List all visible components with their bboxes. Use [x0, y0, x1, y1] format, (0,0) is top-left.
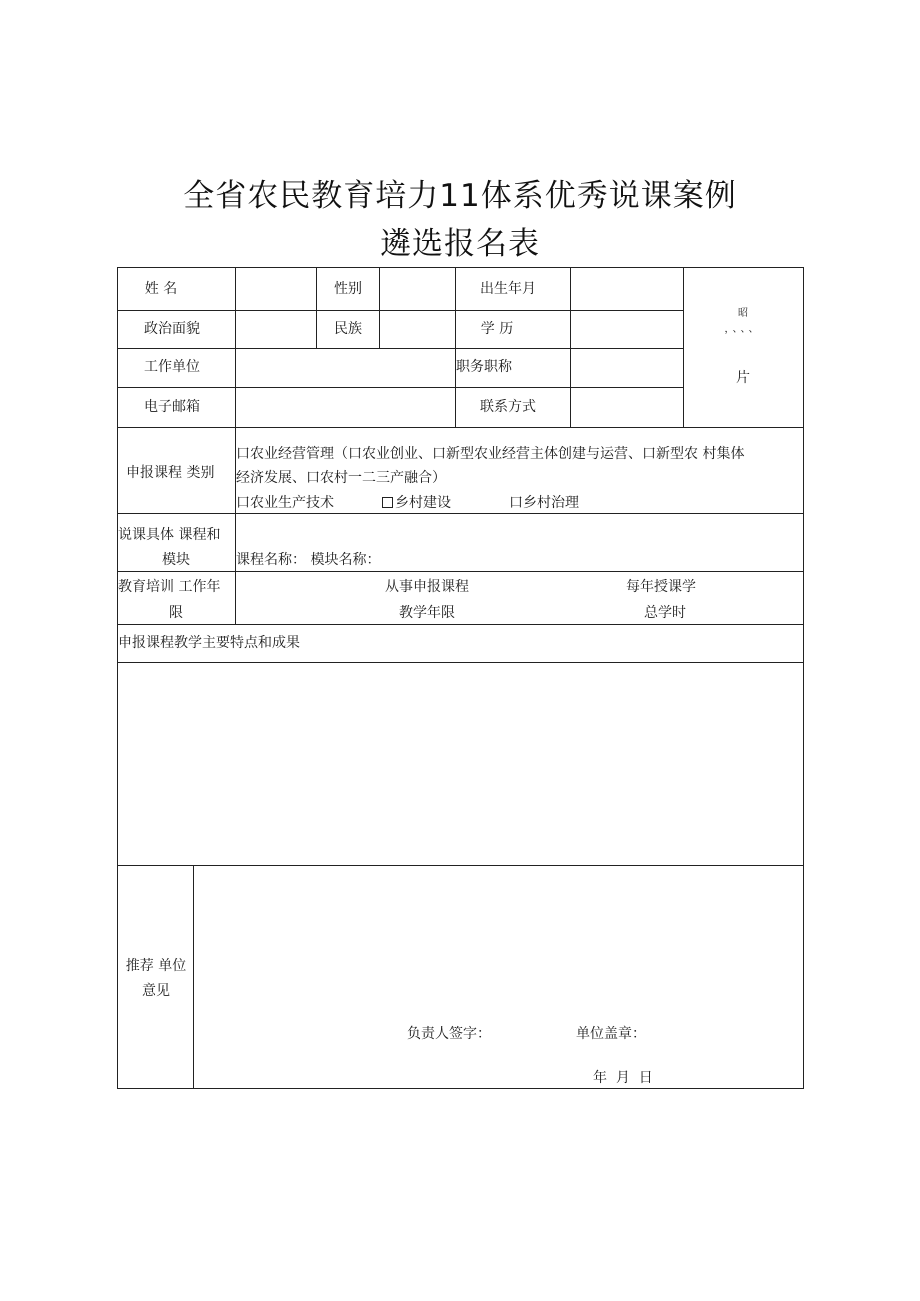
checkbox-icon[interactable] [382, 497, 393, 508]
workplace-field[interactable] [236, 349, 454, 386]
contact-label: 联系方式 [480, 399, 536, 415]
recommend-label-line2: 意见 [142, 983, 170, 999]
gender-label: 性别 [334, 281, 362, 297]
years-col1-line1: 从事申报课程 [385, 579, 469, 595]
years-col1-line2: 教学年限 [399, 605, 455, 621]
years-label-line1: 教育培训 工作年 [118, 579, 221, 595]
features-content-area[interactable] [118, 663, 803, 864]
political-field[interactable] [236, 311, 315, 347]
form-title-line1: 全省农民教育培力11体系优秀说课案例 [183, 178, 737, 214]
option-rural-build[interactable] [382, 496, 451, 510]
col-divider [455, 267, 456, 427]
gender-field[interactable] [380, 268, 454, 309]
recommend-content-area[interactable] [194, 866, 803, 1016]
features-label: 申报课程教学主要特点和成果 [118, 635, 300, 651]
birth-label: 出生年月 [480, 281, 536, 297]
birth-field[interactable] [571, 268, 682, 309]
option-rural-build-label: 乡村建设 [395, 495, 451, 511]
position-field[interactable] [571, 349, 682, 386]
photo-char2: 片 [736, 370, 750, 386]
workplace-label: 工作单位 [144, 359, 200, 375]
module-label-line1: 说课具体 课程和 [118, 527, 221, 543]
row-divider [117, 624, 804, 625]
border-bottom [117, 1088, 804, 1089]
name-field[interactable] [236, 268, 315, 309]
category-line1: 口农业经营管理（口农业创业、口新型农业经营主体创建与运营、口新型农 村集体 [236, 446, 745, 462]
education-field[interactable] [571, 311, 682, 347]
years-label-line2: 限 [169, 605, 183, 621]
col-divider [316, 267, 317, 349]
name-label: 姓 名 [144, 281, 178, 297]
contact-field[interactable] [571, 388, 682, 426]
row-divider [117, 427, 804, 428]
option-agri-tech[interactable]: 口农业生产技术 [236, 495, 334, 511]
col-divider [683, 267, 684, 427]
category-line2: 经济发展、口农村一二三产融合） [236, 470, 446, 486]
seal-label: 单位盖章： [576, 1026, 646, 1042]
position-label: 职务职称 [456, 359, 512, 375]
form-title-line2: 遴选报名表 [380, 226, 540, 262]
photo-marks: ，、、、 [724, 324, 762, 335]
recommend-label-line1: 推荐 单位 [125, 958, 187, 974]
education-label: 学 历 [480, 321, 514, 337]
option-rural-govern[interactable]: 口乡村治理 [509, 495, 579, 511]
photo-char1: 昭 [738, 308, 748, 319]
signature-label: 负责人签字： [407, 1026, 491, 1042]
email-field[interactable] [236, 388, 454, 426]
module-label-line2: 模块 [162, 552, 190, 568]
years-col2-line1: 每年授课学 [626, 579, 696, 595]
email-label: 电子邮箱 [144, 399, 200, 415]
political-label: 政治面貌 [144, 321, 200, 337]
years-col2-line2: 总学时 [644, 605, 686, 621]
ethnic-label: 民族 [334, 321, 362, 337]
border-right [803, 267, 804, 1089]
row-divider [117, 513, 804, 514]
ethnic-field[interactable] [380, 311, 454, 347]
date-label: 年 月 日 [593, 1070, 653, 1086]
border-top [117, 267, 804, 268]
module-content[interactable]: 课程名称： 模块名称： [236, 552, 381, 568]
category-label: 申报课程 类别 [126, 465, 215, 481]
row-divider [117, 571, 804, 572]
